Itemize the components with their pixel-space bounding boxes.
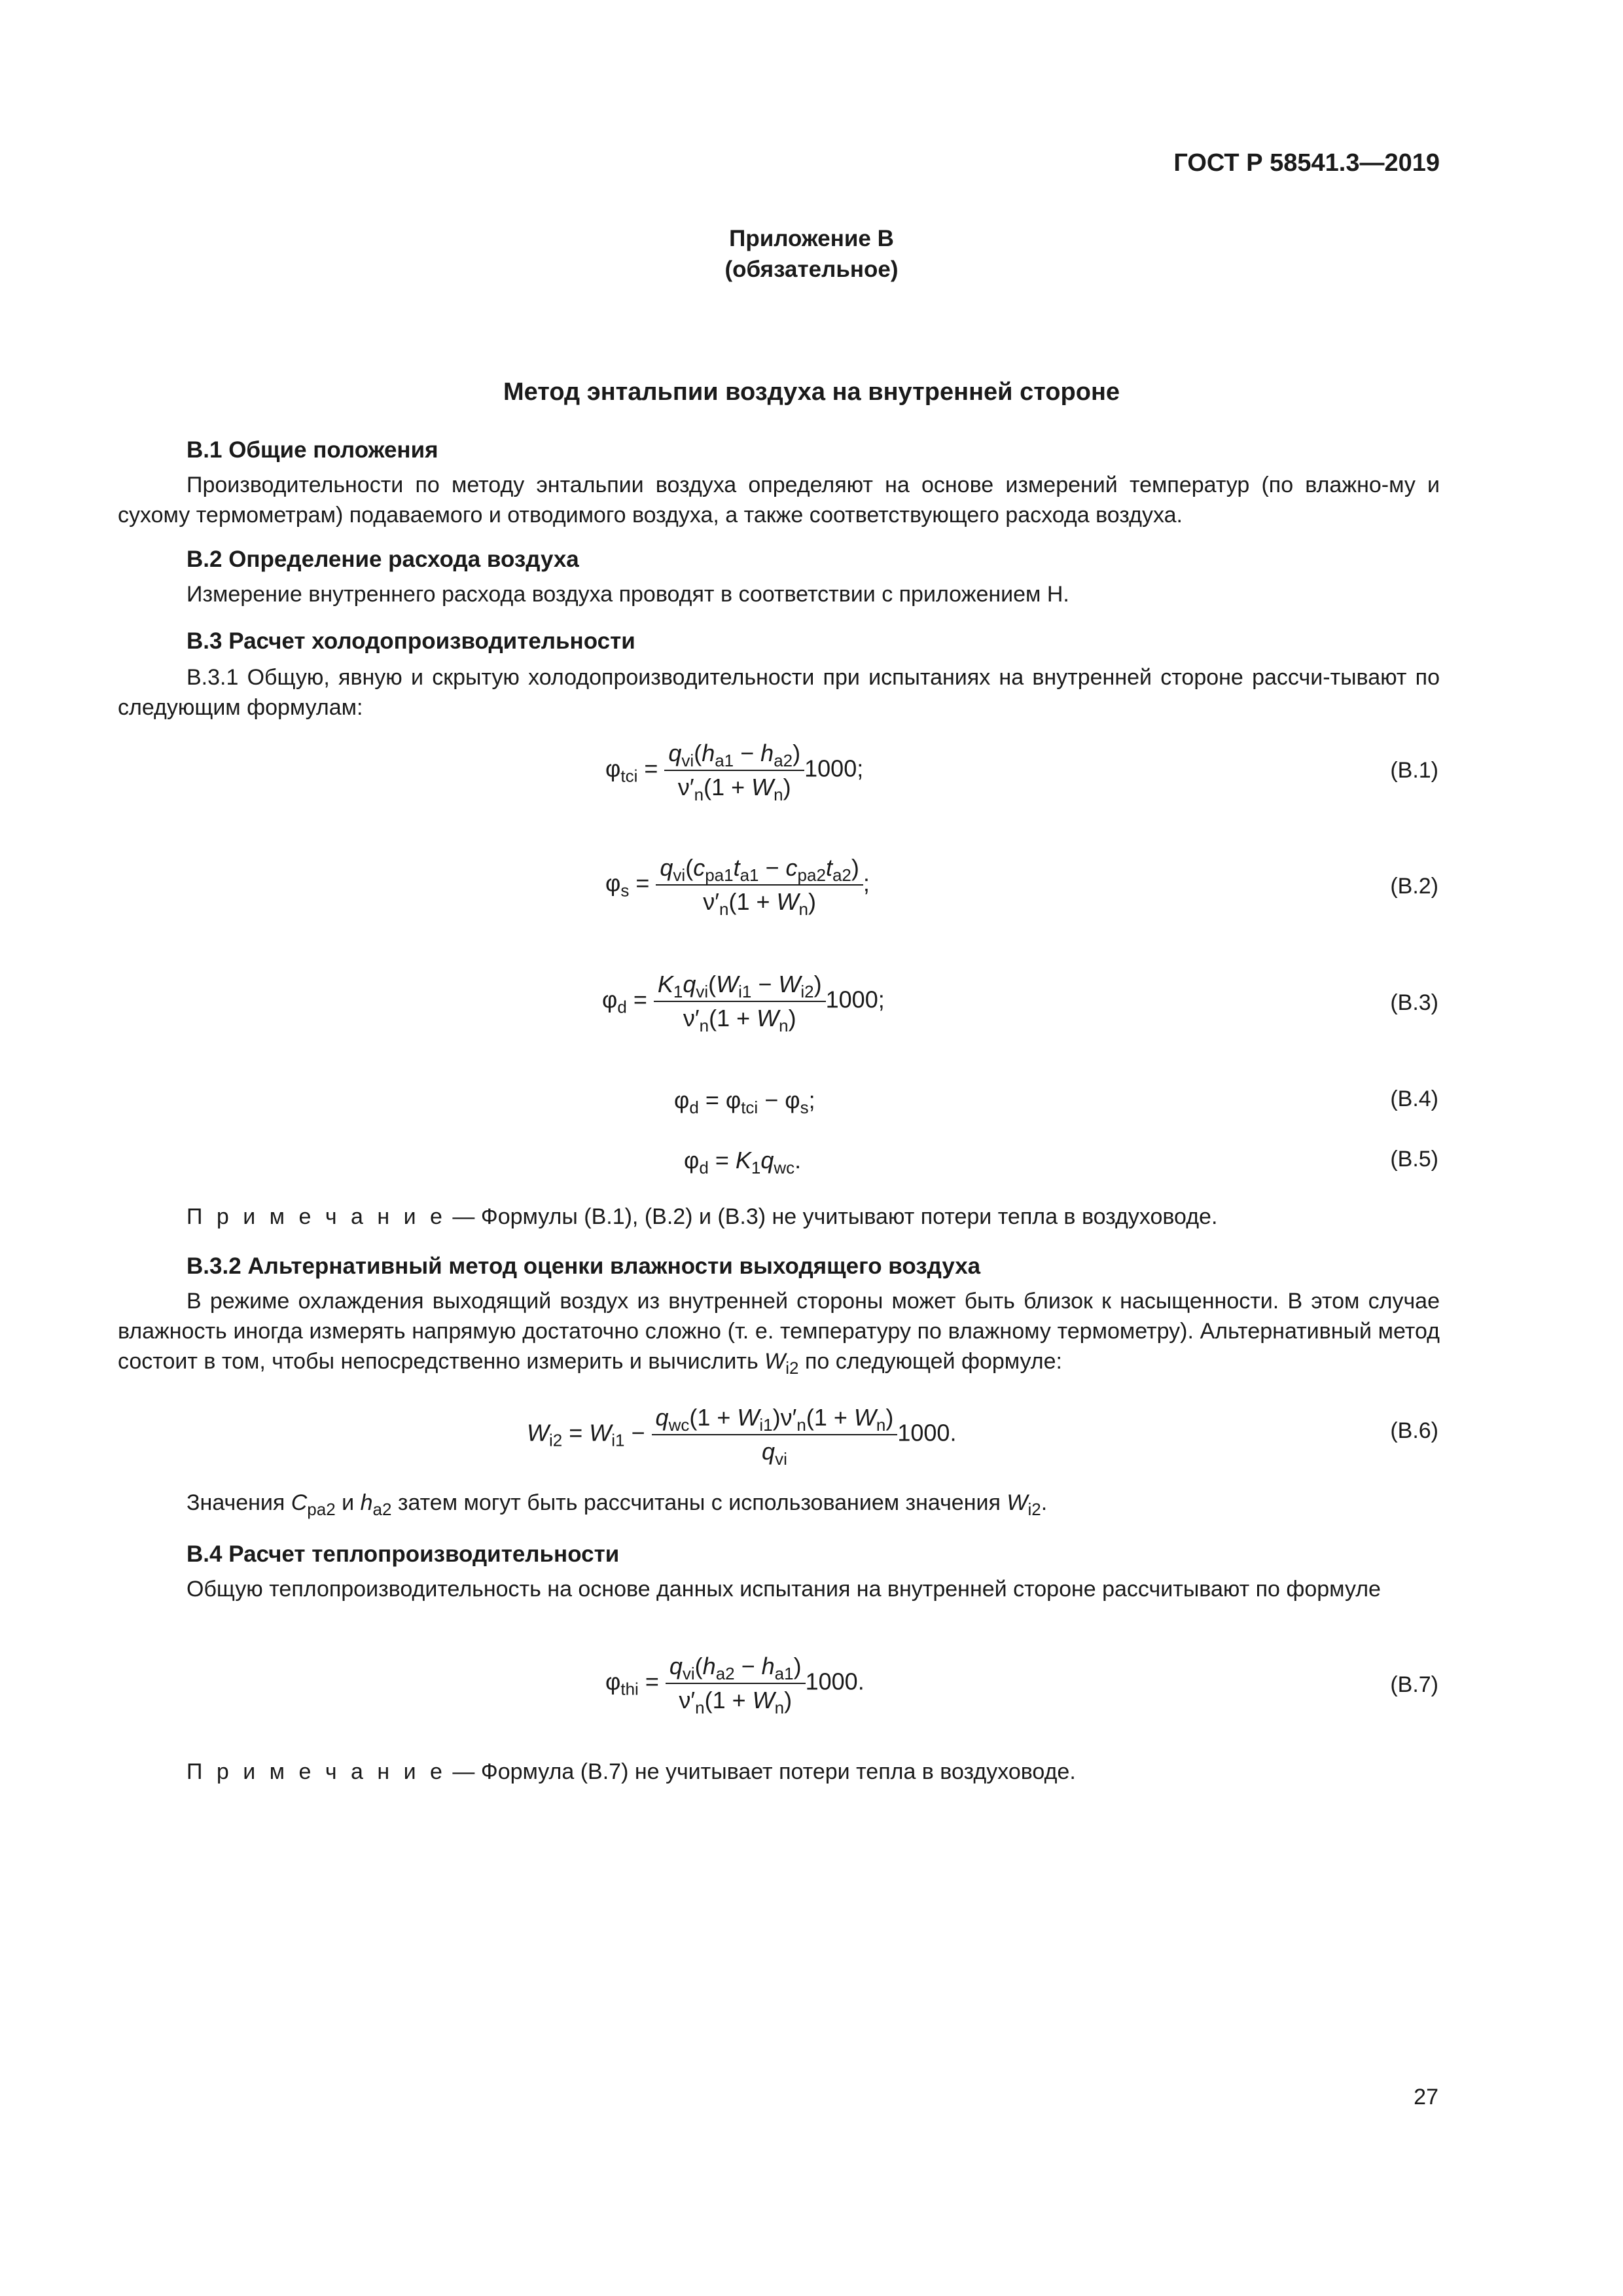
equation-number-b2: (В.2) bbox=[1390, 874, 1438, 899]
section-heading-b32: В.3.2 Альтернативный метод оценки влажности выходящего воздуха bbox=[187, 1253, 981, 1279]
equation-number-b3: (В.3) bbox=[1390, 990, 1438, 1015]
section-heading-b1: В.1 Общие положения bbox=[187, 437, 438, 463]
document-id: ГОСТ Р 58541.3—2019 bbox=[1173, 149, 1440, 177]
formula-b1: $\varphi_{tci}$ = $\frac{q_{vi}(h_{a1} - h_{a2})}{\nu'_n(1 + W_n)}$ 1000; bbox=[605, 740, 864, 804]
formula-b7: $\varphi_{thi}$ = $\frac{q_{vi}(h_{a2} - h_{a1})}{\nu'_n(1 + W_n)}$ 1000. bbox=[605, 1653, 865, 1717]
values-paragraph: Значения $C_{pa2}$ и $h_{a2}$ затем могут быть рассчитаны с использованием значения $W_{i2}$. bbox=[187, 1490, 1048, 1519]
equation-number-b5: (В.5) bbox=[1390, 1147, 1438, 1172]
formula-b6: $W_{i2} = W_{i1}$ − $\frac{q_{wc}(1 + W_{i1})\nu'_n(1 + W_n)}{q_{vi}}$ 1000. bbox=[527, 1404, 957, 1469]
section-heading-b4: В.4 Расчет теплопроизводительности bbox=[187, 1541, 620, 1567]
main-title: Метод энтальпии воздуха на внутренней стороне bbox=[503, 378, 1120, 406]
equation-number-b6: (В.6) bbox=[1390, 1418, 1438, 1443]
note-1: П р и м е ч а н и е — Формулы (В.1), (В.2) и (В.3) не учитывают потери тепла в воздуховоде. bbox=[187, 1204, 1218, 1229]
appendix-title: Приложение В bbox=[729, 226, 894, 251]
note-2: П р и м е ч а н и е — Формула (В.7) не учитывает потери тепла в воздуховоде. bbox=[187, 1759, 1076, 1784]
section-text-b2: Измерение внутреннего расхода воздуха проводят в соответствии с приложением Н. bbox=[187, 582, 1069, 607]
equation-number-b1: (В.1) bbox=[1390, 758, 1438, 783]
formula-b4: $\varphi_d = \varphi_{tci} - \varphi_s$; bbox=[674, 1086, 815, 1117]
equation-number-b7: (В.7) bbox=[1390, 1672, 1438, 1697]
page-number: 27 bbox=[1414, 2085, 1438, 2109]
formula-b5: $\varphi_d = K_1q_{wc}$. bbox=[684, 1147, 802, 1177]
formula-b3: $\varphi_d$ = $\frac{K_1q_{vi}(W_{i1} - W_{i2})}{\nu'_n(1 + W_n)}$ 1000; bbox=[602, 971, 885, 1035]
section-heading-b3: В.3 Расчет холодопроизводительности bbox=[187, 628, 635, 654]
section-text-b32: В режиме охлаждения выходящий воздух из внутренней стороны может быть близок к насыщенности. В этом случае влажность иногда измерять напрямую достаточно сложно (т. е. температуру по влажному термометру). Альтернативный метод состоит в том, чтобы непосредственно измерить и вычислить $W_{i2}$ по следующей формуле: bbox=[118, 1289, 1440, 1378]
section-text-b1: Производительности по методу энтальпии воздуха определяют на основе измерений температур (по влажно-му и сухому термометрам) подаваемого и отводимого воздуха, а также соответствующего расхода воздуха. bbox=[118, 473, 1440, 528]
formula-b2: $\varphi_s$ = $\frac{q_{vi}(c_{pa1}t_{a1} - c_{pa2}t_{a2})}{\nu'_n(1 + W_n)}$ ; bbox=[605, 854, 870, 919]
section-text-b3: В.3.1 Общую, явную и скрытую холодопроизводительности при испытаниях на внутренней стороне рассчи-тывают по следующим формулам: bbox=[118, 665, 1440, 720]
section-text-b4: Общую теплопроизводительность на основе данных испытания на внутренней стороне рассчитывают по формуле bbox=[187, 1577, 1381, 1602]
equation-number-b4: (В.4) bbox=[1390, 1086, 1438, 1111]
section-heading-b2: В.2 Определение расхода воздуха bbox=[187, 547, 579, 572]
appendix-status: (обязательное) bbox=[724, 257, 899, 282]
